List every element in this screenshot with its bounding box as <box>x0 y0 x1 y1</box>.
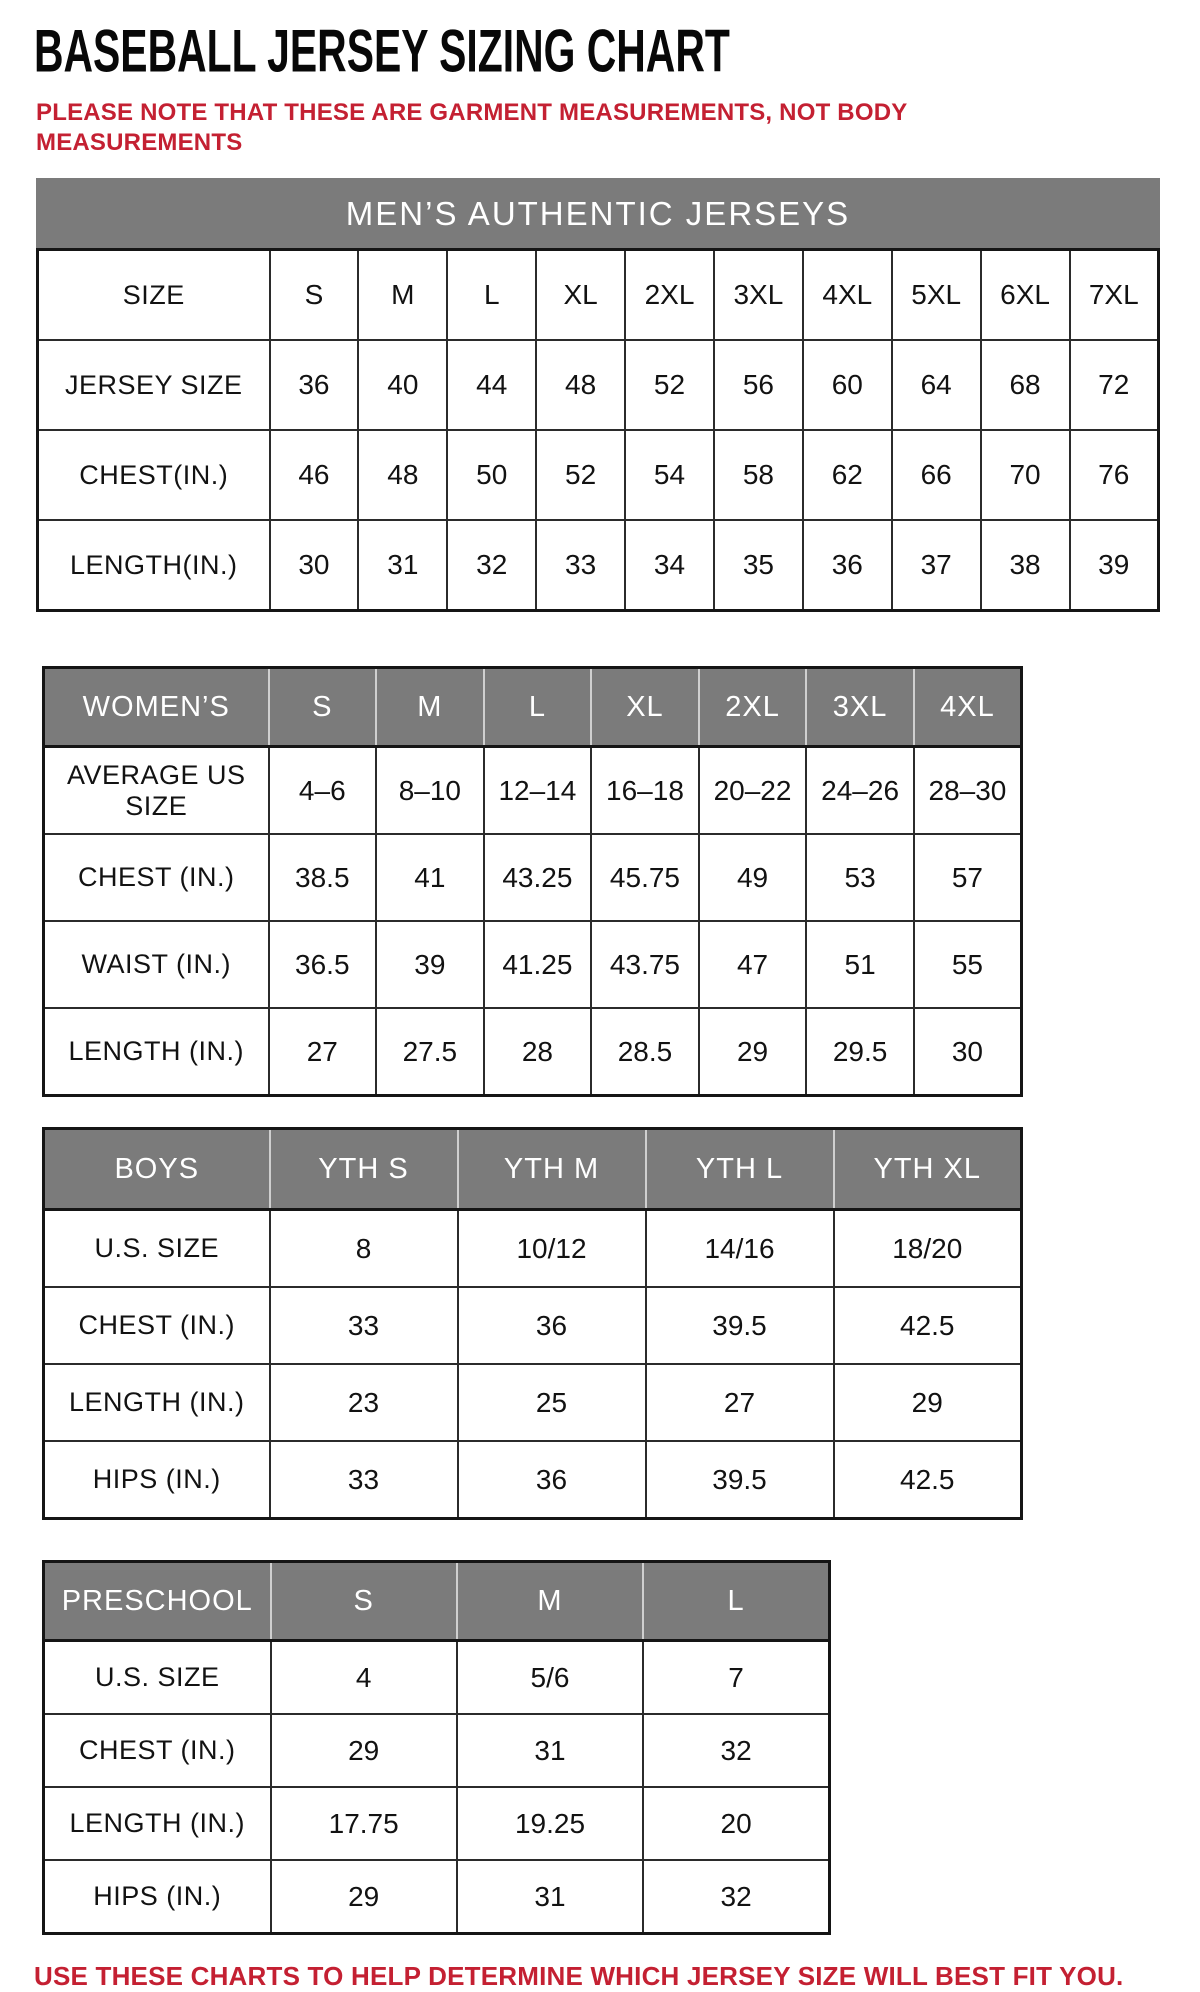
table-row <box>44 921 1022 1008</box>
size-value-cell: 27.5 <box>376 1008 484 1096</box>
table-row <box>44 1210 1022 1288</box>
size-value-cell: 27 <box>269 1008 377 1096</box>
size-value-cell: 70 <box>981 430 1070 520</box>
size-value-cell: 7XL <box>1070 250 1159 341</box>
row-label-cell: LENGTH (IN.) <box>44 1364 270 1441</box>
size-header-cell: XL <box>591 668 699 747</box>
size-value-cell: 41 <box>376 834 484 921</box>
size-value-cell: 16–18 <box>591 747 699 835</box>
size-header-cell: L <box>484 668 592 747</box>
size-header-cell: 3XL <box>806 668 914 747</box>
boys-sizing-table <box>42 1127 1200 1520</box>
size-header-cell: M <box>376 668 484 747</box>
size-value-cell: 60 <box>803 340 892 430</box>
row-label-cell: HIPS (IN.) <box>44 1860 271 1934</box>
preschool-header-row <box>44 1562 830 1641</box>
mens-authentic-jerseys-table <box>36 178 1200 612</box>
size-value-cell: 18/20 <box>834 1210 1022 1288</box>
row-label-cell: CHEST(IN.) <box>38 430 270 520</box>
size-value-cell: 44 <box>447 340 536 430</box>
row-label-cell: SIZE <box>38 250 270 341</box>
size-value-cell: 43.25 <box>484 834 592 921</box>
size-value-cell: 39 <box>1070 520 1159 611</box>
size-header-cell: M <box>457 1562 643 1641</box>
size-value-cell: 36 <box>458 1441 646 1519</box>
size-value-cell: 4XL <box>803 250 892 341</box>
size-value-cell: 68 <box>981 340 1070 430</box>
size-value-cell: 5/6 <box>457 1641 643 1715</box>
size-value-cell: 3XL <box>714 250 803 341</box>
size-value-cell: 29 <box>271 1860 457 1934</box>
size-header-cell: YTH S <box>270 1129 458 1210</box>
size-value-cell: 24–26 <box>806 747 914 835</box>
size-value-cell: 36 <box>270 340 359 430</box>
boys-table <box>42 1127 1023 1520</box>
size-value-cell: 52 <box>536 430 625 520</box>
size-value-cell: 62 <box>803 430 892 520</box>
size-value-cell: 30 <box>914 1008 1022 1096</box>
size-value-cell: 6XL <box>981 250 1070 341</box>
size-value-cell: 30 <box>270 520 359 611</box>
size-value-cell: 58 <box>714 430 803 520</box>
size-header-cell: 2XL <box>699 668 807 747</box>
row-label-cell: LENGTH(IN.) <box>38 520 270 611</box>
size-header-cell: 4XL <box>914 668 1022 747</box>
table-row <box>44 1441 1022 1519</box>
size-header-cell: L <box>643 1562 829 1641</box>
table-row <box>44 834 1022 921</box>
table-row <box>44 1787 830 1860</box>
header-label-cell: PRESCHOOL <box>44 1562 271 1641</box>
header-label-cell: WOMEN’S <box>44 668 269 747</box>
row-label-cell: JERSEY SIZE <box>38 340 270 430</box>
mens-band-title: MEN’S AUTHENTIC JERSEYS <box>36 178 1160 248</box>
size-value-cell: 31 <box>457 1860 643 1934</box>
size-value-cell: 32 <box>643 1714 829 1787</box>
mens-table <box>36 248 1160 612</box>
size-value-cell: 54 <box>625 430 714 520</box>
size-value-cell: 8–10 <box>376 747 484 835</box>
womens-header-row <box>44 668 1022 747</box>
table-row <box>44 1641 830 1715</box>
size-value-cell: 41.25 <box>484 921 592 1008</box>
size-value-cell: 37 <box>892 520 981 611</box>
size-value-cell: 20–22 <box>699 747 807 835</box>
size-value-cell: 36.5 <box>269 921 377 1008</box>
table-row <box>44 747 1022 835</box>
size-value-cell: 40 <box>358 340 447 430</box>
size-value-cell: 32 <box>447 520 536 611</box>
size-value-cell: 57 <box>914 834 1022 921</box>
size-value-cell: 45.75 <box>591 834 699 921</box>
page-title: BASEBALL JERSEY SIZING CHART <box>34 16 730 85</box>
size-value-cell: 5XL <box>892 250 981 341</box>
size-value-cell: 28.5 <box>591 1008 699 1096</box>
table-row <box>44 1714 830 1787</box>
size-value-cell: 38.5 <box>269 834 377 921</box>
size-value-cell: 4 <box>271 1641 457 1715</box>
row-label-cell: CHEST (IN.) <box>44 834 269 921</box>
size-value-cell: 8 <box>270 1210 458 1288</box>
boys-header-row <box>44 1129 1022 1210</box>
size-value-cell: 33 <box>270 1441 458 1519</box>
size-value-cell: 39 <box>376 921 484 1008</box>
size-value-cell: 38 <box>981 520 1070 611</box>
size-value-cell: 49 <box>699 834 807 921</box>
size-value-cell: 2XL <box>625 250 714 341</box>
size-value-cell: 31 <box>457 1714 643 1787</box>
size-value-cell: 42.5 <box>834 1287 1022 1364</box>
table-row <box>38 430 1159 520</box>
size-value-cell: 50 <box>447 430 536 520</box>
size-value-cell: 36 <box>458 1287 646 1364</box>
row-label-cell: LENGTH (IN.) <box>44 1787 271 1860</box>
size-header-cell: YTH L <box>646 1129 834 1210</box>
size-value-cell: 33 <box>536 520 625 611</box>
row-label-cell: LENGTH (IN.) <box>44 1008 269 1096</box>
size-value-cell: 7 <box>643 1641 829 1715</box>
size-value-cell: 39.5 <box>646 1441 834 1519</box>
size-value-cell: 17.75 <box>271 1787 457 1860</box>
size-value-cell: 10/12 <box>458 1210 646 1288</box>
size-value-cell: 47 <box>699 921 807 1008</box>
size-value-cell: 56 <box>714 340 803 430</box>
header-label-cell: BOYS <box>44 1129 270 1210</box>
size-header-cell: S <box>271 1562 457 1641</box>
size-value-cell: XL <box>536 250 625 341</box>
size-value-cell: 72 <box>1070 340 1159 430</box>
table-row <box>38 520 1159 611</box>
size-value-cell: 32 <box>643 1860 829 1934</box>
table-row <box>44 1860 830 1934</box>
size-value-cell: 25 <box>458 1364 646 1441</box>
size-value-cell: M <box>358 250 447 341</box>
size-value-cell: 36 <box>803 520 892 611</box>
size-value-cell: L <box>447 250 536 341</box>
size-value-cell: 29 <box>699 1008 807 1096</box>
size-value-cell: 29 <box>271 1714 457 1787</box>
table-row <box>44 1287 1022 1364</box>
preschool-sizing-table <box>42 1560 1200 1935</box>
size-value-cell: 35 <box>714 520 803 611</box>
size-value-cell: 53 <box>806 834 914 921</box>
womens-sizing-table <box>42 666 1200 1097</box>
footer-note: USE THESE CHARTS TO HELP DETERMINE WHICH JERSEY SIZE WILL BEST FIT YOU. <box>34 1961 1124 1992</box>
womens-table <box>42 666 1023 1097</box>
size-value-cell: 20 <box>643 1787 829 1860</box>
size-value-cell: 52 <box>625 340 714 430</box>
preschool-table <box>42 1560 831 1935</box>
size-header-cell: S <box>269 668 377 747</box>
row-label-cell: CHEST (IN.) <box>44 1714 271 1787</box>
row-label-cell: AVERAGE US SIZE <box>44 747 269 835</box>
size-value-cell: 31 <box>358 520 447 611</box>
size-value-cell: 34 <box>625 520 714 611</box>
row-label-cell: WAIST (IN.) <box>44 921 269 1008</box>
size-value-cell: 27 <box>646 1364 834 1441</box>
size-value-cell: 29 <box>834 1364 1022 1441</box>
size-value-cell: 51 <box>806 921 914 1008</box>
size-value-cell: 19.25 <box>457 1787 643 1860</box>
size-value-cell: 48 <box>358 430 447 520</box>
table-row <box>44 1008 1022 1096</box>
size-value-cell: 66 <box>892 430 981 520</box>
size-value-cell: 42.5 <box>834 1441 1022 1519</box>
size-value-cell: 76 <box>1070 430 1159 520</box>
size-value-cell: 29.5 <box>806 1008 914 1096</box>
table-row <box>44 1364 1022 1441</box>
size-value-cell: 33 <box>270 1287 458 1364</box>
size-value-cell: 48 <box>536 340 625 430</box>
row-label-cell: CHEST (IN.) <box>44 1287 270 1364</box>
size-value-cell: 23 <box>270 1364 458 1441</box>
size-value-cell: 28 <box>484 1008 592 1096</box>
size-header-cell: YTH XL <box>834 1129 1022 1210</box>
size-value-cell: 64 <box>892 340 981 430</box>
table-row <box>38 340 1159 430</box>
size-value-cell: 12–14 <box>484 747 592 835</box>
size-value-cell: S <box>270 250 359 341</box>
size-value-cell: 46 <box>270 430 359 520</box>
row-label-cell: HIPS (IN.) <box>44 1441 270 1519</box>
size-value-cell: 39.5 <box>646 1287 834 1364</box>
size-value-cell: 28–30 <box>914 747 1022 835</box>
row-label-cell: U.S. SIZE <box>44 1210 270 1288</box>
size-value-cell: 55 <box>914 921 1022 1008</box>
size-value-cell: 4–6 <box>269 747 377 835</box>
size-value-cell: 14/16 <box>646 1210 834 1288</box>
garment-measurements-note: PLEASE NOTE THAT THESE ARE GARMENT MEASUREMENTS, NOT BODY MEASUREMENTS <box>36 99 908 157</box>
table-row <box>38 250 1159 341</box>
size-value-cell: 43.75 <box>591 921 699 1008</box>
row-label-cell: U.S. SIZE <box>44 1641 271 1715</box>
size-header-cell: YTH M <box>458 1129 646 1210</box>
